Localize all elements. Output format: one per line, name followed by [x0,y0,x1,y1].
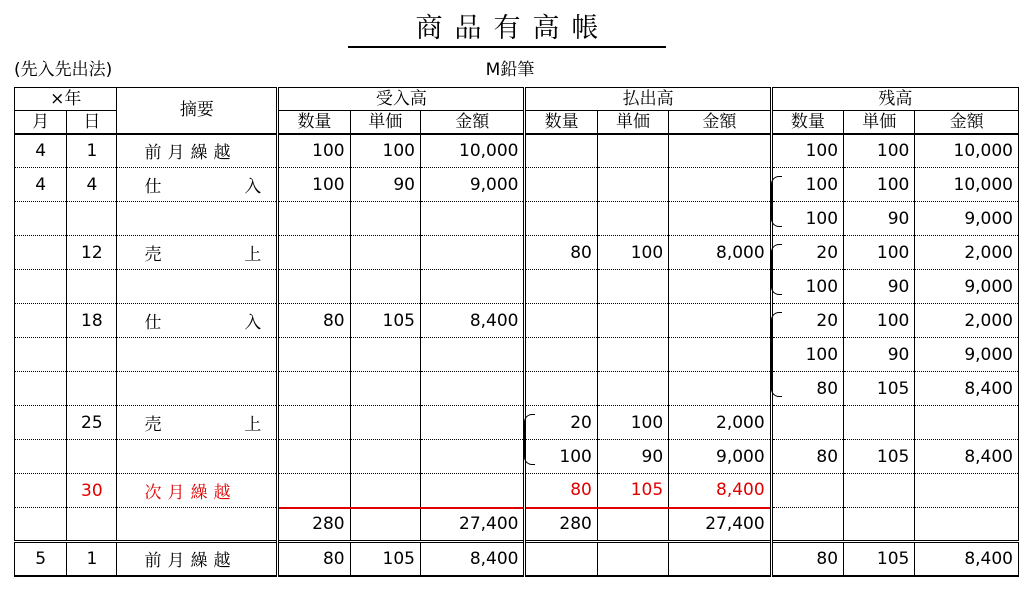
balance-quantity-cell [771,304,843,338]
table-row [15,372,1019,406]
balance-amount-cell: 10,000 [915,168,1019,202]
brace-icon [524,440,535,465]
description-cell [117,168,278,202]
balance-unit-price-cell: 105 [844,440,915,474]
issues-quantity-cell [525,304,597,338]
balance-unit-price-cell: 105 [844,542,915,576]
balance-quantity-cell [771,202,843,236]
receipts-quantity-cell [278,338,350,372]
month-cell [15,508,67,542]
receipts-unit-price-cell [350,270,420,304]
balance-unit-price-cell [844,508,915,542]
issues-quantity-cell [525,134,597,168]
issues-quantity-cell: 80 [525,474,597,508]
brace-icon [771,270,782,295]
table-row [15,542,1019,576]
balance-unit-price-header: 単価 [844,111,915,134]
receipts-unit-price-cell: 90 [350,168,420,202]
table-row [15,270,1019,304]
issues-unit-price-cell: 90 [597,440,668,474]
issues-quantity-value: 100 [559,446,592,467]
totals-row [15,508,1019,542]
receipts-quantity-cell [278,474,350,508]
day-cell [67,440,117,474]
balance-amount-cell: 9,000 [915,202,1019,236]
issues-amount-cell [669,134,772,168]
balance-quantity-value: 100 [805,344,839,365]
description-text: 前月繰越 [144,143,237,164]
receipts-unit-price-cell [350,372,420,406]
description-cell [117,270,278,304]
receipts-quantity-cell [278,372,350,406]
inventory-ledger-table [14,87,1019,577]
issues-amount-cell [669,338,772,372]
issues-amount-cell: 8,000 [669,236,772,270]
balance-amount-cell [915,474,1019,508]
receipts-unit-price-cell [350,474,420,508]
page-title: 商品有高帳 [415,13,611,44]
receipts-unit-price-cell [350,202,420,236]
description-cell [117,304,278,338]
description-text: 次月繰越 [144,483,237,503]
receipts-unit-price-cell [350,440,420,474]
day-cell [67,508,117,542]
balance-amount-cell: 10,000 [915,134,1019,168]
issues-quantity-cell [525,270,597,304]
receipts-amount-cell [420,270,525,304]
day-cell: 1 [67,134,117,168]
balance-amount-cell: 9,000 [915,270,1019,304]
year-header: ×年 [15,88,117,111]
issues-quantity-value: 20 [570,412,592,433]
description-cell [117,474,278,508]
balance-quantity-value: 100 [805,276,839,297]
receipts-amount-header: 金額 [420,111,525,134]
brace-icon [771,176,782,203]
month-cell [15,406,67,440]
day-cell: 30 [67,474,117,508]
issues-quantity-cell [525,440,597,474]
receipts-header: 受入高 [278,88,525,111]
balance-amount-cell [915,508,1019,542]
receipts-quantity-cell: 80 [278,304,350,338]
balance-unit-price-cell: 90 [844,338,915,372]
description-right: 入 [244,177,262,197]
month-cell [15,304,67,338]
issues-unit-price-cell: 100 [597,236,668,270]
description-left: 売 [144,415,162,435]
description-text: 前月繰越 [144,551,237,572]
receipts-amount-total: 27,400 [420,508,525,542]
month-cell [15,338,67,372]
issues-unit-price-cell [597,508,668,542]
brace-icon [771,244,782,271]
issues-amount-cell [669,270,772,304]
description-right: 上 [244,415,262,435]
receipts-unit-price-cell: 100 [350,134,420,168]
issues-amount-total: 27,400 [669,508,772,542]
receipts-quantity-cell [278,270,350,304]
brace-icon [524,414,535,441]
table-row [15,406,1019,440]
issues-header: 払出高 [525,88,771,111]
brace-icon [771,338,782,372]
table-row [15,474,1019,508]
day-cell: 4 [67,168,117,202]
description-cell [117,406,278,440]
balance-quantity-cell [771,508,843,542]
balance-unit-price-cell [844,474,915,508]
description-header: 摘要 [117,88,278,134]
balance-quantity-cell [771,372,843,406]
description-cell [117,372,278,406]
issues-quantity-cell [525,202,597,236]
month-cell: 4 [15,134,67,168]
balance-quantity-cell [771,338,843,372]
day-cell [67,202,117,236]
table-row [15,304,1019,338]
balance-quantity-value: 20 [816,310,839,331]
description-left: 仕 [144,313,162,333]
balance-header: 残高 [771,88,1018,111]
description-left: 仕 [144,177,162,197]
issues-amount-cell [669,542,772,576]
balance-unit-price-cell: 100 [844,168,915,202]
month-cell [15,474,67,508]
balance-amount-cell [915,406,1019,440]
receipts-unit-price-cell [350,508,420,542]
day-cell: 1 [67,542,117,576]
issues-quantity-cell: 80 [525,236,597,270]
balance-amount-cell: 9,000 [915,338,1019,372]
description-cell [117,134,278,168]
receipts-amount-cell [420,236,525,270]
table-row [15,202,1019,236]
balance-unit-price-cell: 105 [844,372,915,406]
day-cell: 25 [67,406,117,440]
issues-quantity-cell [525,406,597,440]
issues-unit-price-cell [597,168,668,202]
description-cell [117,508,278,542]
month-cell [15,372,67,406]
balance-unit-price-cell: 100 [844,304,915,338]
receipts-unit-price-cell [350,338,420,372]
balance-quantity-cell: 80 [771,440,843,474]
description-left: 売 [144,245,162,265]
valuation-method: (先入先出法) [14,60,113,80]
receipts-amount-cell [420,338,525,372]
receipts-amount-cell [420,474,525,508]
balance-quantity-header: 数量 [771,111,843,134]
month-cell [15,270,67,304]
item-name: M鉛筆 [485,60,535,80]
balance-amount-cell: 8,400 [915,542,1019,576]
balance-unit-price-cell: 90 [844,202,915,236]
receipts-amount-cell [420,372,525,406]
issues-amount-cell [669,304,772,338]
receipts-quantity-cell: 80 [278,542,350,576]
balance-quantity-cell [771,474,843,508]
balance-quantity-value: 100 [805,174,839,195]
table-row [15,338,1019,372]
balance-quantity-value: 80 [816,378,839,399]
brace-icon [771,312,782,339]
issues-unit-price-cell [597,304,668,338]
description-right: 上 [244,245,262,265]
issues-quantity-cell [525,338,597,372]
issues-unit-price-cell [597,202,668,236]
issues-unit-price-cell [597,338,668,372]
day-cell [67,338,117,372]
receipts-unit-price-header: 単価 [350,111,420,134]
receipts-quantity-cell [278,406,350,440]
month-cell [15,202,67,236]
receipts-unit-price-cell [350,406,420,440]
issues-unit-price-cell [597,372,668,406]
description-cell [117,338,278,372]
receipts-amount-cell: 8,400 [420,542,525,576]
brace-icon [771,372,782,397]
balance-amount-header: 金額 [915,111,1019,134]
balance-amount-cell: 8,400 [915,440,1019,474]
receipts-quantity-header: 数量 [278,111,350,134]
issues-unit-price-cell [597,134,668,168]
balance-unit-price-cell: 100 [844,134,915,168]
receipts-amount-cell: 10,000 [420,134,525,168]
table-row [15,168,1019,202]
receipts-unit-price-cell: 105 [350,304,420,338]
issues-quantity-total: 280 [525,508,597,542]
issues-amount-cell [669,168,772,202]
issues-unit-price-cell [597,270,668,304]
receipts-amount-cell: 8,400 [420,304,525,338]
day-cell [67,270,117,304]
balance-unit-price-cell [844,406,915,440]
balance-amount-cell: 8,400 [915,372,1019,406]
balance-quantity-value: 20 [816,242,839,263]
balance-quantity-cell [771,236,843,270]
balance-quantity-value: 100 [805,208,839,229]
receipts-amount-cell [420,202,525,236]
balance-unit-price-cell: 90 [844,270,915,304]
issues-unit-price-cell: 105 [597,474,668,508]
receipts-quantity-cell: 100 [278,168,350,202]
description-right: 入 [244,313,262,333]
balance-quantity-cell [771,270,843,304]
receipts-quantity-cell [278,236,350,270]
table-row [15,134,1019,168]
brace-icon [771,202,782,227]
receipts-amount-cell [420,440,525,474]
balance-quantity-cell: 80 [771,542,843,576]
receipts-quantity-cell [278,440,350,474]
description-cell [117,202,278,236]
receipts-quantity-cell: 100 [278,134,350,168]
issues-amount-header: 金額 [669,111,772,134]
description-cell [117,440,278,474]
issues-amount-cell: 9,000 [669,440,772,474]
receipts-unit-price-cell: 105 [350,542,420,576]
month-header: 月 [15,111,67,134]
receipts-quantity-cell [278,202,350,236]
receipts-amount-cell: 9,000 [420,168,525,202]
day-cell: 18 [67,304,117,338]
issues-quantity-header: 数量 [525,111,597,134]
day-cell [67,372,117,406]
table-row [15,440,1019,474]
issues-quantity-cell [525,168,597,202]
balance-quantity-cell [771,406,843,440]
month-cell [15,236,67,270]
receipts-unit-price-cell [350,236,420,270]
table-row [15,236,1019,270]
issues-quantity-cell [525,372,597,406]
issues-amount-cell [669,372,772,406]
issues-unit-price-header: 単価 [597,111,668,134]
receipts-quantity-total: 280 [278,508,350,542]
balance-quantity-cell: 100 [771,134,843,168]
issues-amount-cell: 2,000 [669,406,772,440]
day-header: 日 [67,111,117,134]
issues-amount-cell [669,202,772,236]
balance-amount-cell: 2,000 [915,236,1019,270]
issues-quantity-cell [525,542,597,576]
title-underline [348,46,666,48]
description-cell [117,236,278,270]
issues-amount-cell: 8,400 [669,474,772,508]
header-row-top [15,88,1019,111]
balance-unit-price-cell: 100 [844,236,915,270]
receipts-amount-cell [420,406,525,440]
description-cell [117,542,278,576]
issues-unit-price-cell [597,542,668,576]
balance-quantity-cell [771,168,843,202]
month-cell [15,440,67,474]
day-cell: 12 [67,236,117,270]
issues-unit-price-cell: 100 [597,406,668,440]
balance-amount-cell: 2,000 [915,304,1019,338]
month-cell: 5 [15,542,67,576]
month-cell: 4 [15,168,67,202]
